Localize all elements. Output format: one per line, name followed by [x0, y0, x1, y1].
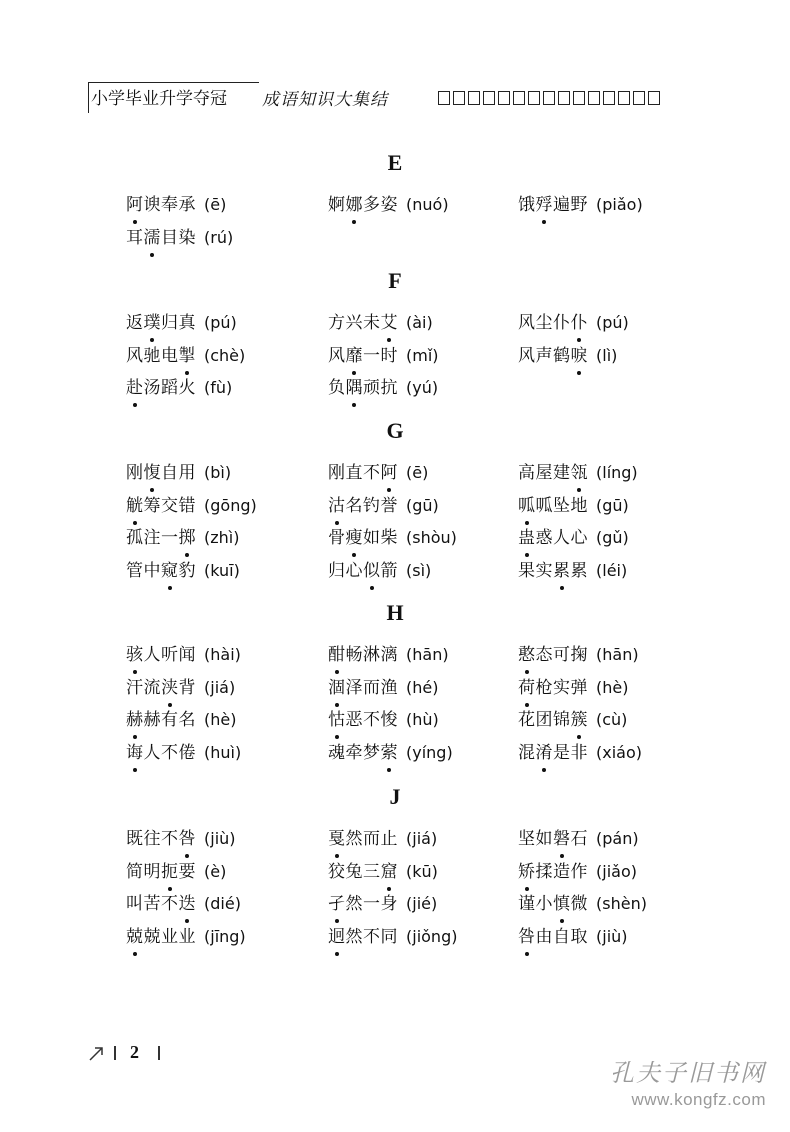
idiom-entry — [126, 525, 239, 551]
pinyin-annotation: (shèn) — [596, 894, 647, 913]
idiom-entry — [518, 192, 643, 218]
idiom-text: 荷枪实弹 — [518, 675, 588, 701]
pinyin-annotation: (ē) — [204, 195, 227, 214]
pinyin-annotation: (chè) — [204, 345, 246, 365]
idiom-entry — [328, 460, 428, 486]
pinyin-annotation: (jiá) — [204, 677, 236, 697]
idiom-entry — [518, 707, 627, 733]
pinyin-annotation: (dié) — [204, 894, 241, 913]
idiom-text: 饿殍遍野 — [518, 192, 588, 218]
section-letter-g: G — [386, 418, 404, 443]
square-box — [588, 91, 600, 105]
pinyin-annotation: (piǎo) — [596, 195, 643, 214]
idiom-text: 赫赫有名 — [126, 707, 196, 733]
idiom-text: 风尘仆仆 — [518, 310, 588, 336]
square-box — [573, 91, 585, 105]
pinyin-annotation: (ē) — [406, 463, 429, 482]
idiom-entry — [126, 859, 226, 885]
idiom-entry — [328, 924, 457, 950]
idiom-text: 戛然而止 — [328, 826, 398, 852]
idiom-text: 阿谀奉承 — [126, 192, 196, 218]
pinyin-annotation: (hù) — [406, 710, 439, 729]
pinyin-annotation: (kuī) — [204, 560, 240, 580]
idiom-entry — [126, 891, 241, 917]
idiom-entry — [518, 740, 642, 766]
square-box — [468, 91, 480, 105]
pinyin-annotation: (yú) — [406, 378, 439, 397]
idiom-entry — [328, 493, 439, 519]
idiom-entry — [328, 310, 433, 336]
idiom-text: 谨小慎微 — [518, 891, 588, 917]
square-box — [618, 91, 630, 105]
pinyin-annotation: (kū) — [406, 861, 438, 881]
idiom-entry — [518, 924, 628, 950]
series-title: 小学毕业升学夺冠 — [88, 82, 259, 113]
pinyin-annotation: (jiù) — [204, 829, 236, 848]
idiom-text: 呱呱坠地 — [518, 493, 588, 519]
idiom-entry — [328, 859, 438, 885]
idiom-text: 涸泽而渔 — [328, 675, 398, 701]
running-header — [88, 82, 698, 116]
pinyin-annotation: (bì) — [204, 463, 232, 482]
square-box — [498, 91, 510, 105]
pinyin-annotation: (jiù) — [596, 926, 628, 946]
square-box — [633, 91, 645, 105]
idiom-text: 负隅顽抗 — [328, 375, 398, 401]
section-letter-f: F — [388, 268, 402, 293]
idiom-entry — [126, 924, 246, 950]
footer-divider-right — [158, 1046, 160, 1060]
idiom-entry — [518, 642, 639, 668]
idiom-entry — [126, 558, 240, 584]
pinyin-annotation: (pú) — [204, 313, 237, 332]
idiom-text: 管中窥豹 — [126, 558, 196, 584]
square-box — [603, 91, 615, 105]
idiom-text: 酣畅淋漓 — [328, 642, 398, 668]
pinyin-annotation: (hān) — [406, 645, 449, 664]
decorative-squares — [438, 91, 660, 105]
idiom-text: 坚如磐石 — [518, 826, 588, 852]
pinyin-annotation: (jīng) — [204, 926, 246, 946]
watermark-shop-name: 孔夫子旧书网 — [610, 1059, 766, 1087]
pinyin-annotation: (lì) — [596, 345, 618, 365]
pinyin-annotation: (jié) — [406, 894, 438, 913]
pinyin-annotation: (hè) — [204, 710, 237, 729]
idiom-text: 憨态可掬 — [518, 642, 588, 668]
pinyin-annotation: (hān) — [596, 645, 639, 664]
idiom-text: 婀娜多姿 — [328, 192, 398, 218]
idiom-text: 果实累累 — [518, 558, 588, 584]
square-box — [453, 91, 465, 105]
pinyin-annotation: (sì) — [406, 560, 432, 580]
idiom-text: 赴汤蹈火 — [126, 375, 196, 401]
idiom-text: 迥然不同 — [328, 924, 398, 950]
idiom-text: 沽名钓誉 — [328, 493, 398, 519]
pinyin-annotation: (hài) — [204, 645, 241, 664]
idiom-text: 叫苦不迭 — [126, 891, 196, 917]
pinyin-annotation: (huì) — [204, 742, 242, 762]
idiom-text: 既往不咎 — [126, 826, 196, 852]
idiom-text: 骇人听闻 — [126, 642, 196, 668]
square-box — [528, 91, 540, 105]
idiom-entry — [126, 460, 231, 486]
idiom-entry — [126, 343, 245, 369]
idiom-entry — [518, 460, 638, 486]
pinyin-annotation: (jiǒng) — [406, 926, 458, 946]
idiom-text: 觥筹交错 — [126, 493, 196, 519]
pinyin-annotation: (rú) — [204, 227, 234, 247]
pinyin-annotation: (léi) — [596, 560, 628, 580]
square-box — [558, 91, 570, 105]
idiom-text: 混淆是非 — [518, 740, 588, 766]
idiom-text: 刚直不阿 — [328, 460, 398, 486]
watermark — [586, 1058, 766, 1114]
idiom-text: 耳濡目染 — [126, 225, 196, 251]
pinyin-annotation: (fù) — [204, 378, 233, 397]
idiom-entry — [328, 343, 439, 369]
idiom-entry — [126, 375, 232, 401]
idiom-entry — [518, 558, 627, 584]
pinyin-annotation: (pú) — [596, 313, 629, 332]
section-letter-h: H — [386, 600, 404, 625]
watermark-url: www.kongfz.com — [631, 1090, 766, 1109]
idiom-text: 风驰电掣 — [126, 343, 196, 369]
pinyin-annotation: (zhì) — [204, 528, 240, 547]
idiom-entry — [328, 707, 439, 733]
square-box — [483, 91, 495, 105]
idiom-text: 孑然一身 — [328, 891, 398, 917]
idiom-entry — [518, 859, 637, 885]
idiom-entry — [328, 642, 449, 668]
pinyin-annotation: (jiǎo) — [596, 861, 637, 881]
idiom-text: 兢兢业业 — [126, 924, 196, 950]
section-letter-e: E — [387, 150, 403, 175]
idiom-entry — [518, 675, 628, 701]
idiom-text: 咎由自取 — [518, 924, 588, 950]
idiom-entry — [328, 525, 457, 551]
section-letter-j: J — [389, 784, 401, 809]
pinyin-annotation: (ài) — [406, 313, 433, 332]
idiom-entry — [126, 493, 257, 519]
idiom-entry — [126, 740, 241, 766]
idiom-text: 汗流浃背 — [126, 675, 196, 701]
idiom-text: 高屋建瓴 — [518, 460, 588, 486]
idiom-text: 刚愎自用 — [126, 460, 196, 486]
idiom-entry — [126, 707, 236, 733]
idiom-entry — [126, 675, 235, 701]
idiom-text: 魂牵梦萦 — [328, 740, 398, 766]
idiom-entry — [126, 826, 236, 852]
page-number: 2 — [130, 1042, 139, 1062]
pinyin-annotation: (hè) — [596, 677, 629, 697]
pinyin-annotation: (xiáo) — [596, 742, 642, 762]
square-box — [543, 91, 555, 105]
corner-arrow-icon — [88, 1044, 106, 1062]
square-box — [438, 91, 450, 105]
idiom-text: 诲人不倦 — [126, 740, 196, 766]
square-box — [648, 91, 660, 105]
book-title: 成语知识大集结 — [262, 90, 388, 110]
idiom-text: 简明扼要 — [126, 859, 196, 885]
idiom-entry — [518, 493, 629, 519]
idiom-text: 蛊惑人心 — [518, 525, 588, 551]
idiom-entry — [328, 826, 437, 852]
idiom-entry — [328, 558, 431, 584]
idiom-text: 怙恶不悛 — [328, 707, 398, 733]
pinyin-annotation: (gōng) — [204, 495, 257, 515]
square-box — [513, 91, 525, 105]
idiom-entry — [328, 375, 438, 401]
idiom-entry — [126, 310, 237, 336]
idiom-text: 狡兔三窟 — [328, 859, 398, 885]
idiom-text: 风声鹤唳 — [518, 343, 588, 369]
idiom-entry — [518, 310, 629, 336]
pinyin-annotation: (hé) — [406, 677, 439, 697]
pinyin-annotation: (pán) — [596, 829, 639, 848]
idiom-text: 花团锦簇 — [518, 707, 588, 733]
idiom-entry — [518, 826, 639, 852]
idiom-entry — [518, 343, 617, 369]
pinyin-annotation: (líng) — [596, 463, 638, 482]
idiom-text: 风靡一时 — [328, 343, 398, 369]
idiom-text: 孤注一掷 — [126, 525, 196, 551]
idiom-text: 返璞归真 — [126, 310, 196, 336]
pinyin-annotation: (shòu) — [406, 528, 457, 547]
pinyin-annotation: (gū) — [596, 495, 629, 515]
pinyin-annotation: (nuó) — [406, 195, 449, 214]
footer-divider-left — [114, 1046, 116, 1060]
pinyin-annotation: (mǐ) — [406, 345, 439, 365]
idiom-entry — [328, 675, 438, 701]
pinyin-annotation: (gǔ) — [596, 528, 629, 547]
pinyin-annotation: (jiá) — [406, 829, 438, 848]
pinyin-annotation: (gū) — [406, 495, 439, 515]
pinyin-annotation: (yíng) — [406, 742, 453, 762]
idiom-text: 归心似箭 — [328, 558, 398, 584]
idiom-entry — [328, 192, 449, 218]
idiom-entry — [328, 891, 437, 917]
idiom-text: 骨瘦如柴 — [328, 525, 398, 551]
pinyin-annotation: (cù) — [596, 710, 628, 729]
idiom-entry — [328, 740, 453, 766]
idiom-entry — [518, 525, 629, 551]
idiom-entry — [518, 891, 647, 917]
idiom-entry — [126, 192, 226, 218]
pinyin-annotation: (è) — [204, 861, 227, 881]
idiom-text: 矫揉造作 — [518, 859, 588, 885]
idiom-text: 方兴未艾 — [328, 310, 398, 336]
idiom-entry — [126, 225, 233, 251]
idiom-entry — [126, 642, 241, 668]
